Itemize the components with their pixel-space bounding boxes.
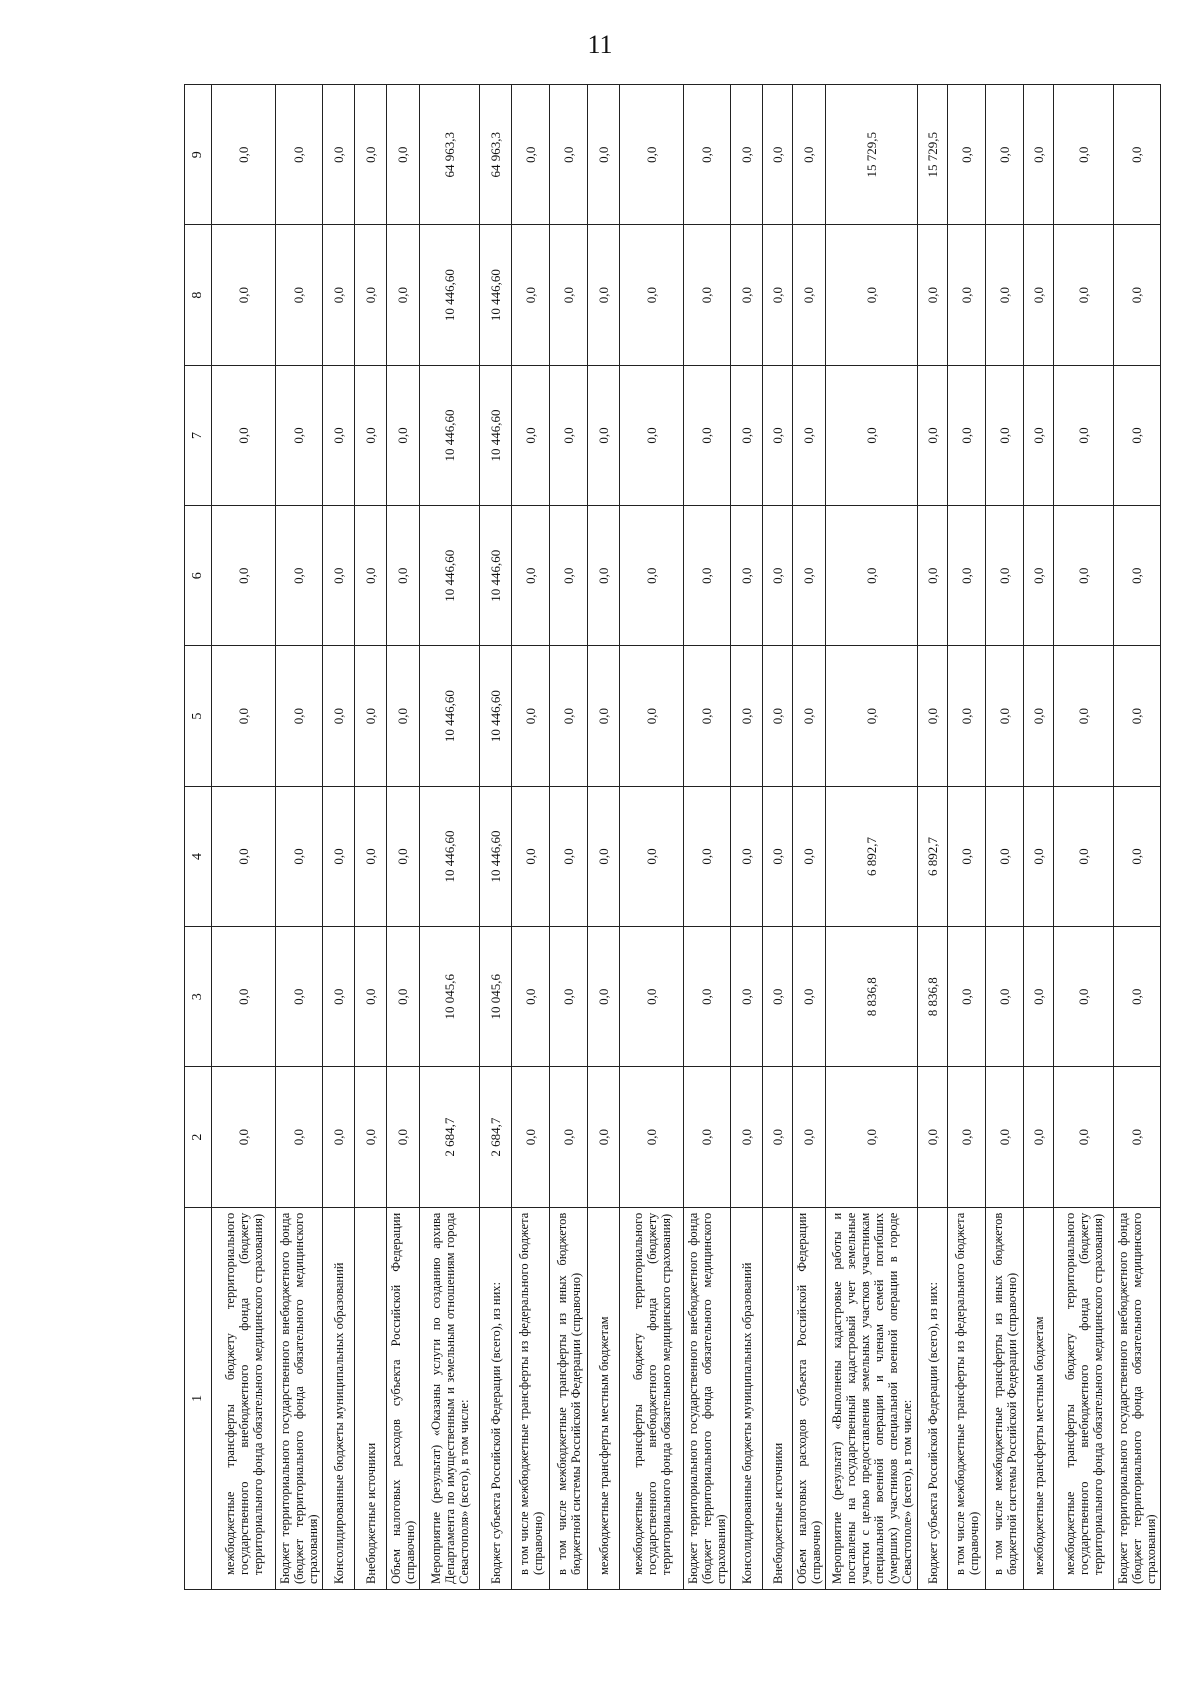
table-row xyxy=(387,85,420,1590)
cell-value: 0,0 xyxy=(276,1067,323,1207)
table-row xyxy=(684,85,731,1590)
cell-value: 0,0 xyxy=(550,506,588,646)
cell-value: 10 446,60 xyxy=(420,506,480,646)
cell-value: 0,0 xyxy=(355,365,387,505)
row-label: Бюджет территориального государственного внебюджетного фонда (бюджет территориального фонда обязательного медицинского страхования) xyxy=(276,1207,323,1589)
cell-value: 0,0 xyxy=(512,1067,550,1207)
cell-value: 0,0 xyxy=(387,1067,420,1207)
cell-value: 0,0 xyxy=(948,506,986,646)
cell-value: 0,0 xyxy=(948,365,986,505)
table-row xyxy=(826,85,918,1590)
cell-value: 10 446,60 xyxy=(480,225,512,365)
row-label: Внебюджетные источники xyxy=(763,1207,793,1589)
cell-value: 0,0 xyxy=(826,1067,918,1207)
cell-value: 0,0 xyxy=(1024,927,1054,1067)
cell-value: 0,0 xyxy=(948,1067,986,1207)
cell-value: 15 729,5 xyxy=(918,85,948,225)
cell-value: 0,0 xyxy=(550,365,588,505)
cell-value: 0,0 xyxy=(512,646,550,786)
cell-value: 10 446,60 xyxy=(480,506,512,646)
cell-value: 0,0 xyxy=(1114,85,1161,225)
cell-value: 0,0 xyxy=(684,225,731,365)
row-label: Внебюджетные источники xyxy=(355,1207,387,1589)
cell-value: 0,0 xyxy=(1054,646,1114,786)
table-row xyxy=(588,85,620,1590)
row-label: Бюджет территориального государственного внебюджетного фонда (бюджет территориального фонда обязательного медицинского страхования) xyxy=(684,1207,731,1589)
cell-value: 0,0 xyxy=(948,85,986,225)
cell-value: 0,0 xyxy=(1114,1067,1161,1207)
cell-value: 0,0 xyxy=(387,646,420,786)
cell-value: 0,0 xyxy=(588,1067,620,1207)
cell-value: 0,0 xyxy=(918,506,948,646)
cell-value: 8 836,8 xyxy=(826,927,918,1067)
cell-value: 0,0 xyxy=(550,85,588,225)
cell-value: 0,0 xyxy=(1054,365,1114,505)
table-row xyxy=(793,85,826,1590)
cell-value: 0,0 xyxy=(684,927,731,1067)
cell-value: 0,0 xyxy=(512,927,550,1067)
cell-value: 0,0 xyxy=(512,85,550,225)
cell-value: 0,0 xyxy=(387,225,420,365)
cell-value: 0,0 xyxy=(588,365,620,505)
cell-value: 0,0 xyxy=(276,365,323,505)
cell-value: 0,0 xyxy=(731,1067,763,1207)
cell-value: 0,0 xyxy=(1114,927,1161,1067)
cell-value: 0,0 xyxy=(948,927,986,1067)
row-label: в том числе межбюджетные трансферты из иных бюджетов бюджетной системы Российской Федерации (справочно) xyxy=(550,1207,588,1589)
cell-value: 0,0 xyxy=(731,927,763,1067)
cell-value: 0,0 xyxy=(948,225,986,365)
table-row xyxy=(986,85,1024,1590)
table-row xyxy=(276,85,323,1590)
cell-value: 0,0 xyxy=(1024,85,1054,225)
cell-value: 6 892,7 xyxy=(826,786,918,926)
cell-value: 0,0 xyxy=(620,365,684,505)
cell-value: 0,0 xyxy=(918,1067,948,1207)
table-row xyxy=(1114,85,1161,1590)
cell-value: 0,0 xyxy=(826,506,918,646)
cell-value: 0,0 xyxy=(1024,1067,1054,1207)
table-row xyxy=(763,85,793,1590)
cell-value: 0,0 xyxy=(1114,225,1161,365)
cell-value: 0,0 xyxy=(212,365,276,505)
cell-value: 0,0 xyxy=(276,506,323,646)
cell-value: 0,0 xyxy=(918,365,948,505)
cell-value: 0,0 xyxy=(731,225,763,365)
cell-value: 0,0 xyxy=(355,1067,387,1207)
cell-value: 0,0 xyxy=(620,927,684,1067)
cell-value: 10 446,60 xyxy=(420,225,480,365)
cell-value: 0,0 xyxy=(986,225,1024,365)
cell-value: 0,0 xyxy=(763,786,793,926)
cell-value: 0,0 xyxy=(826,225,918,365)
cell-value: 0,0 xyxy=(731,85,763,225)
cell-value: 0,0 xyxy=(512,786,550,926)
cell-value: 0,0 xyxy=(1054,225,1114,365)
cell-value: 0,0 xyxy=(387,506,420,646)
cell-value: 0,0 xyxy=(387,85,420,225)
cell-value: 0,0 xyxy=(323,506,355,646)
row-label: межбюджетные трансферты местным бюджетам xyxy=(588,1207,620,1589)
cell-value: 0,0 xyxy=(1024,646,1054,786)
cell-value: 0,0 xyxy=(212,225,276,365)
column-header-8: 8 xyxy=(185,225,212,365)
cell-value: 0,0 xyxy=(512,225,550,365)
cell-value: 0,0 xyxy=(918,646,948,786)
cell-value: 0,0 xyxy=(684,1067,731,1207)
cell-value: 0,0 xyxy=(731,506,763,646)
cell-value: 0,0 xyxy=(355,85,387,225)
cell-value: 0,0 xyxy=(512,365,550,505)
table-row xyxy=(323,85,355,1590)
cell-value: 0,0 xyxy=(276,927,323,1067)
row-label: в том числе межбюджетные трансферты из федерального бюджета (справочно) xyxy=(948,1207,986,1589)
cell-value: 0,0 xyxy=(793,1067,826,1207)
row-label: в том числе межбюджетные трансферты из федерального бюджета (справочно) xyxy=(512,1207,550,1589)
cell-value: 10 446,60 xyxy=(420,365,480,505)
cell-value: 0,0 xyxy=(355,646,387,786)
cell-value: 0,0 xyxy=(212,1067,276,1207)
cell-value: 0,0 xyxy=(948,786,986,926)
cell-value: 10 446,60 xyxy=(480,786,512,926)
rotated-table xyxy=(184,84,1174,1590)
cell-value: 0,0 xyxy=(323,927,355,1067)
cell-value: 0,0 xyxy=(212,927,276,1067)
cell-value: 0,0 xyxy=(1114,506,1161,646)
cell-value: 10 446,60 xyxy=(480,365,512,505)
cell-value: 0,0 xyxy=(763,1067,793,1207)
row-label: межбюджетные трансферты бюджету территориального государственного внебюджетного фонда (бюджету территориального фонда обязательного медицинского страхования) xyxy=(212,1207,276,1589)
cell-value: 0,0 xyxy=(1054,927,1114,1067)
cell-value: 0,0 xyxy=(793,85,826,225)
cell-value: 0,0 xyxy=(986,85,1024,225)
cell-value: 0,0 xyxy=(986,506,1024,646)
cell-value: 0,0 xyxy=(620,646,684,786)
cell-value: 0,0 xyxy=(588,786,620,926)
table-row xyxy=(918,85,948,1590)
cell-value: 0,0 xyxy=(323,646,355,786)
cell-value: 0,0 xyxy=(763,506,793,646)
cell-value: 0,0 xyxy=(1024,786,1054,926)
cell-value: 0,0 xyxy=(276,646,323,786)
cell-value: 0,0 xyxy=(588,85,620,225)
cell-value: 10 446,60 xyxy=(480,646,512,786)
cell-value: 0,0 xyxy=(731,646,763,786)
row-label: Мероприятие (результат) «Оказаны услуги по созданию архива Департамента по имущественным и земельным отношениям города Севастополя» (всего), в том числе: xyxy=(420,1207,480,1589)
cell-value: 8 836,8 xyxy=(918,927,948,1067)
cell-value: 0,0 xyxy=(793,927,826,1067)
cell-value: 0,0 xyxy=(731,786,763,926)
table-row xyxy=(212,85,276,1590)
cell-value: 0,0 xyxy=(588,506,620,646)
cell-value: 10 045,6 xyxy=(480,927,512,1067)
cell-value: 2 684,7 xyxy=(420,1067,480,1207)
cell-value: 0,0 xyxy=(1054,506,1114,646)
cell-value: 0,0 xyxy=(1024,506,1054,646)
table-row xyxy=(731,85,763,1590)
cell-value: 0,0 xyxy=(1024,225,1054,365)
cell-value: 0,0 xyxy=(550,927,588,1067)
cell-value: 0,0 xyxy=(1114,646,1161,786)
cell-value: 0,0 xyxy=(763,646,793,786)
cell-value: 0,0 xyxy=(620,225,684,365)
cell-value: 0,0 xyxy=(763,365,793,505)
cell-value: 0,0 xyxy=(588,225,620,365)
cell-value: 0,0 xyxy=(550,1067,588,1207)
cell-value: 0,0 xyxy=(620,1067,684,1207)
cell-value: 0,0 xyxy=(684,506,731,646)
cell-value: 0,0 xyxy=(387,786,420,926)
header-row xyxy=(185,85,212,1590)
cell-value: 0,0 xyxy=(793,225,826,365)
cell-value: 0,0 xyxy=(918,225,948,365)
cell-value: 0,0 xyxy=(986,365,1024,505)
table-row xyxy=(480,85,512,1590)
cell-value: 0,0 xyxy=(948,646,986,786)
row-label: Объем налоговых расходов субъекта Российской Федерации (справочно) xyxy=(387,1207,420,1589)
cell-value: 0,0 xyxy=(684,786,731,926)
row-label: Консолидированные бюджеты муниципальных образований xyxy=(731,1207,763,1589)
row-label: межбюджетные трансферты бюджету территориального государственного внебюджетного фонда (бюджету территориального фонда обязательного медицинского страхования) xyxy=(620,1207,684,1589)
cell-value: 0,0 xyxy=(793,365,826,505)
cell-value: 10 446,60 xyxy=(420,786,480,926)
cell-value: 0,0 xyxy=(387,927,420,1067)
column-header-7: 7 xyxy=(185,365,212,505)
cell-value: 0,0 xyxy=(323,1067,355,1207)
cell-value: 15 729,5 xyxy=(826,85,918,225)
column-header-5: 5 xyxy=(185,646,212,786)
table-row xyxy=(355,85,387,1590)
cell-value: 64 963,3 xyxy=(480,85,512,225)
cell-value: 0,0 xyxy=(763,927,793,1067)
table-row xyxy=(620,85,684,1590)
cell-value: 0,0 xyxy=(793,786,826,926)
cell-value: 0,0 xyxy=(550,646,588,786)
cell-value: 0,0 xyxy=(826,365,918,505)
cell-value: 6 892,7 xyxy=(918,786,948,926)
cell-value: 0,0 xyxy=(1054,786,1114,926)
cell-value: 0,0 xyxy=(1024,365,1054,505)
cell-value: 0,0 xyxy=(684,646,731,786)
cell-value: 0,0 xyxy=(588,646,620,786)
cell-value: 0,0 xyxy=(212,85,276,225)
cell-value: 0,0 xyxy=(620,786,684,926)
table-row xyxy=(550,85,588,1590)
cell-value: 0,0 xyxy=(323,786,355,926)
column-header-3: 3 xyxy=(185,927,212,1067)
cell-value: 0,0 xyxy=(793,506,826,646)
cell-value: 0,0 xyxy=(986,927,1024,1067)
column-header-2: 2 xyxy=(185,1067,212,1207)
column-header-1: 1 xyxy=(185,1207,212,1589)
cell-value: 10 446,60 xyxy=(420,646,480,786)
cell-value: 64 963,3 xyxy=(420,85,480,225)
cell-value: 0,0 xyxy=(212,646,276,786)
cell-value: 0,0 xyxy=(763,225,793,365)
cell-value: 0,0 xyxy=(793,646,826,786)
cell-value: 0,0 xyxy=(323,365,355,505)
rotated-table-container xyxy=(184,84,1200,1584)
cell-value: 0,0 xyxy=(212,786,276,926)
cell-value: 0,0 xyxy=(355,786,387,926)
column-header-9: 9 xyxy=(185,85,212,225)
cell-value: 0,0 xyxy=(731,365,763,505)
cell-value: 0,0 xyxy=(387,365,420,505)
cell-value: 0,0 xyxy=(1054,1067,1114,1207)
cell-value: 0,0 xyxy=(323,85,355,225)
row-label: межбюджетные трансферты бюджету территориального государственного внебюджетного фонда (бюджету территориального фонда обязательного медицинского страхования) xyxy=(1054,1207,1114,1589)
cell-value: 0,0 xyxy=(355,506,387,646)
cell-value: 0,0 xyxy=(684,365,731,505)
cell-value: 0,0 xyxy=(588,927,620,1067)
table-row xyxy=(512,85,550,1590)
cell-value: 0,0 xyxy=(550,225,588,365)
cell-value: 0,0 xyxy=(1114,365,1161,505)
cell-value: 0,0 xyxy=(276,85,323,225)
cell-value: 0,0 xyxy=(684,85,731,225)
table-row xyxy=(948,85,986,1590)
cell-value: 0,0 xyxy=(1114,786,1161,926)
cell-value: 0,0 xyxy=(550,786,588,926)
cell-value: 2 684,7 xyxy=(480,1067,512,1207)
cell-value: 0,0 xyxy=(620,85,684,225)
page-number: 11 xyxy=(587,30,613,59)
row-label: Мероприятие (результат) «Выполнены кадастровые работы и поставлены на государственный кадастровый учет земельные участки с целью предоставления земельных участков участникам специальной военной операции и членам семей погибших (умерших) участников специальной военной операции в городе Севастополе» (всего), в том числе: xyxy=(826,1207,918,1589)
cell-value: 0,0 xyxy=(986,646,1024,786)
budget-table xyxy=(184,84,1161,1590)
cell-value: 10 045,6 xyxy=(420,927,480,1067)
cell-value: 0,0 xyxy=(986,1067,1024,1207)
row-label: Бюджет субъекта Российской Федерации (всего), из них: xyxy=(480,1207,512,1589)
cell-value: 0,0 xyxy=(986,786,1024,926)
row-label: Объем налоговых расходов субъекта Российской Федерации (справочно) xyxy=(793,1207,826,1589)
column-header-4: 4 xyxy=(185,786,212,926)
row-label: Бюджет субъекта Российской Федерации (всего), из них: xyxy=(918,1207,948,1589)
row-label: Консолидированные бюджеты муниципальных образований xyxy=(323,1207,355,1589)
cell-value: 0,0 xyxy=(763,85,793,225)
cell-value: 0,0 xyxy=(323,225,355,365)
table-row xyxy=(1054,85,1114,1590)
table-row xyxy=(420,85,480,1590)
cell-value: 0,0 xyxy=(1054,85,1114,225)
cell-value: 0,0 xyxy=(276,786,323,926)
cell-value: 0,0 xyxy=(212,506,276,646)
row-label: в том числе межбюджетные трансферты из иных бюджетов бюджетной системы Российской Федерации (справочно) xyxy=(986,1207,1024,1589)
cell-value: 0,0 xyxy=(826,646,918,786)
row-label: межбюджетные трансферты местным бюджетам xyxy=(1024,1207,1054,1589)
cell-value: 0,0 xyxy=(620,506,684,646)
cell-value: 0,0 xyxy=(512,506,550,646)
column-header-6: 6 xyxy=(185,506,212,646)
cell-value: 0,0 xyxy=(355,225,387,365)
cell-value: 0,0 xyxy=(355,927,387,1067)
row-label: Бюджет территориального государственного внебюджетного фонда (бюджет территориального фонда обязательного медицинского страхования) xyxy=(1114,1207,1161,1589)
table-row xyxy=(1024,85,1054,1590)
cell-value: 0,0 xyxy=(276,225,323,365)
